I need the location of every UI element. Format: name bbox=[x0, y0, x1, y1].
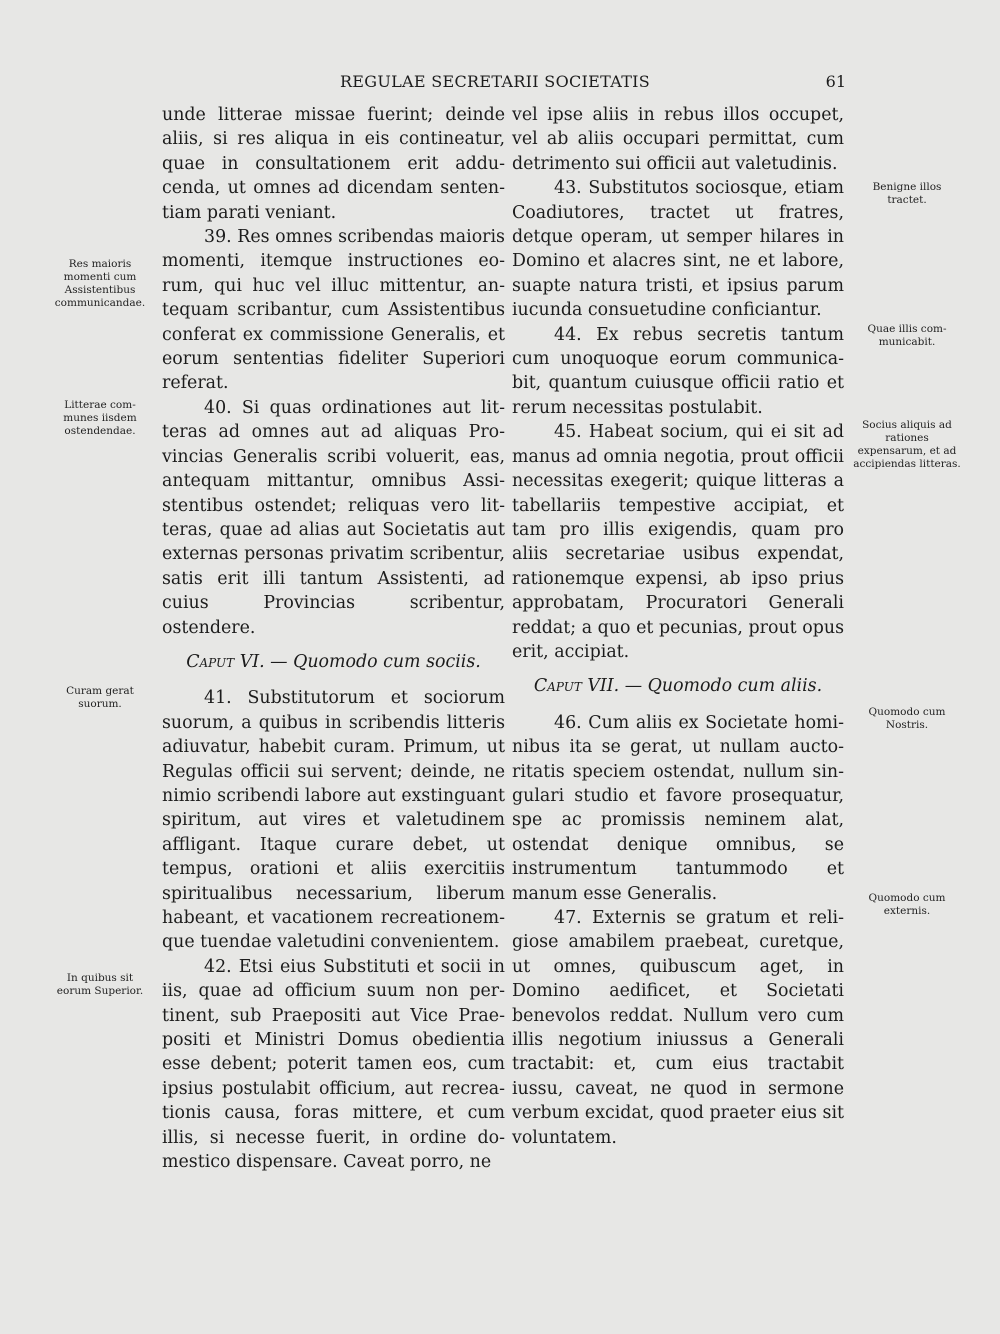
paragraph: vel ipse aliis in rebus illos occupet, vel ab aliis occupari permittat, cum detrimento sui officii aut valetudinis. bbox=[512, 105, 844, 174]
chapter-title: VII. — Quomodo cum aliis. bbox=[587, 676, 823, 697]
chapter-heading-vi bbox=[162, 650, 505, 674]
margin-note: Res maioris momenti cum Assistentibus communicandae. bbox=[54, 258, 146, 309]
margin-note: Benigne illos tractet. bbox=[872, 181, 942, 206]
paragraph-43: 43. Substitutos sociosque, etiam Coadiutores, tractet ut fratres, detque operam, ut semper hilares in Domino et alacres sint, ne et labore, suapte natura tristi, et ipsius parum iucunda consuetudine conficiantur. bbox=[512, 178, 844, 321]
running-header: REGULAE SECRETARII SOCIETATIS bbox=[339, 72, 651, 91]
margin-note: In quibus sit eorum Superior. bbox=[56, 972, 144, 997]
chapter-heading-vii bbox=[512, 674, 844, 698]
margin-note: Litterae communes iisdem ostendendae. bbox=[63, 399, 137, 437]
margin-note: Socius aliquis ad rationes expensarum, et ad accipiendas litteras. bbox=[853, 419, 961, 470]
paragraph-42: 42. Etsi eius Substituti et socii in iis, quae ad officium suum non pertinent, sub Praepositi aut Vice Praepositi et Ministri Domus obedientia esse debent; poterit tamen eos, cum ipsius postulabit officium, aut recreationis causa, foras mittere, et cum illis, si necesse fuerit, in ordine domestico dispensare. Caveat porro, ne bbox=[162, 956, 505, 1173]
paragraph: unde litterae missae fuerint; deinde aliis, si res aliqua in eis contineatur, quae in consultationem erit adducenda, ut omnes ad dicendam sententiam parati veniant. bbox=[162, 105, 505, 223]
paragraph-44: 44. Ex rebus secretis tantum cum unoquoque eorum communicabit, quantum cuiusque officii ratio et rerum necessitas postulabit. bbox=[512, 324, 844, 418]
chapter-title: VI. — Quomodo cum sociis. bbox=[239, 651, 481, 672]
paragraph-40: 40. Si quas ordinationes aut litteras ad omnes aut ad aliquas Provincias Generalis scribi voluerit, eas, antequam mittantur, omnibus Assistentibus ostendet; reliquas vero litteras, quae ad alias aut Societatis aut externas personas privatim scribentur, satis erit illi tantum Assistenti, ad cuius Provincias scribentur, ostendere. bbox=[162, 397, 505, 638]
page-number: 61 bbox=[825, 72, 846, 91]
chapter-word: Caput bbox=[186, 651, 235, 672]
margin-note: Quomodo cum Nostris. bbox=[868, 706, 946, 731]
left-text-column bbox=[162, 103, 505, 1174]
paragraph-41: 41. Substitutorum et sociorum suorum, a quibus in scribendis litteris adiuvatur, habebit curam. Primum, ut Regulas officii sui servent; deinde, ne nimio scribendi labore aut exstinguant spiritum, aut vires et valetudinem affligant. Itaque curare debet, ut tempus, orationi et aliis exercitiis spiritualibus necessarium, liberum habeant, et vacationem recreationemque tuendae valetudini convenientem. bbox=[162, 688, 505, 953]
paragraph-39: 39. Res omnes scribendas maioris momenti, itemque instructiones eorum, qui huc vel illuc mittentur, antequam scribantur, cum Assistentibus conferat ex commissione Generalis, et eorum sententias fideliter Superiori referat. bbox=[162, 227, 505, 394]
paragraph-47: 47. Externis se gratum et religiose amabilem praebeat, curetque, ut omnes, quibuscum aget, in Domino aedificet, et Societati benevolos reddat. Nullum vero cum illis negotium iniussus a Generali tractabit: et, cum eius tractabit iussu, caveat, ne quod in sermone verbum excidat, quod praeter eius sit voluntatem. bbox=[512, 908, 844, 1148]
margin-note: Quae illis communicabit. bbox=[867, 323, 947, 348]
paragraph-46: 46. Cum aliis ex Societate hominibus ita se gerat, ut nullam auctoritatis speciem ostendat, nullum singulari studio et favore prosequatur, spe ac promissis neminem alat, ostendat denique omnibus, se instrumentum tantummodo et manum esse Generalis. bbox=[512, 712, 844, 904]
paragraph-45: 45. Habeat socium, qui ei sit ad manus ad omnia negotia, prout officii necessitas exegerit; quique litteras a tabellariis tempestive accipiat, et tam pro illis exigendis, quam pro aliis secretariae usibus expendat, rationemque expensi, ab ipso prius approbatam, Procuratori Generali reddat; a quo et pecunias, prout opus erit, accipiat. bbox=[512, 422, 844, 662]
margin-note: Quomodo cum externis. bbox=[868, 892, 946, 917]
margin-note: Curam gerat suorum. bbox=[66, 685, 134, 710]
chapter-word: Caput bbox=[533, 676, 582, 697]
right-text-column bbox=[512, 103, 844, 1150]
